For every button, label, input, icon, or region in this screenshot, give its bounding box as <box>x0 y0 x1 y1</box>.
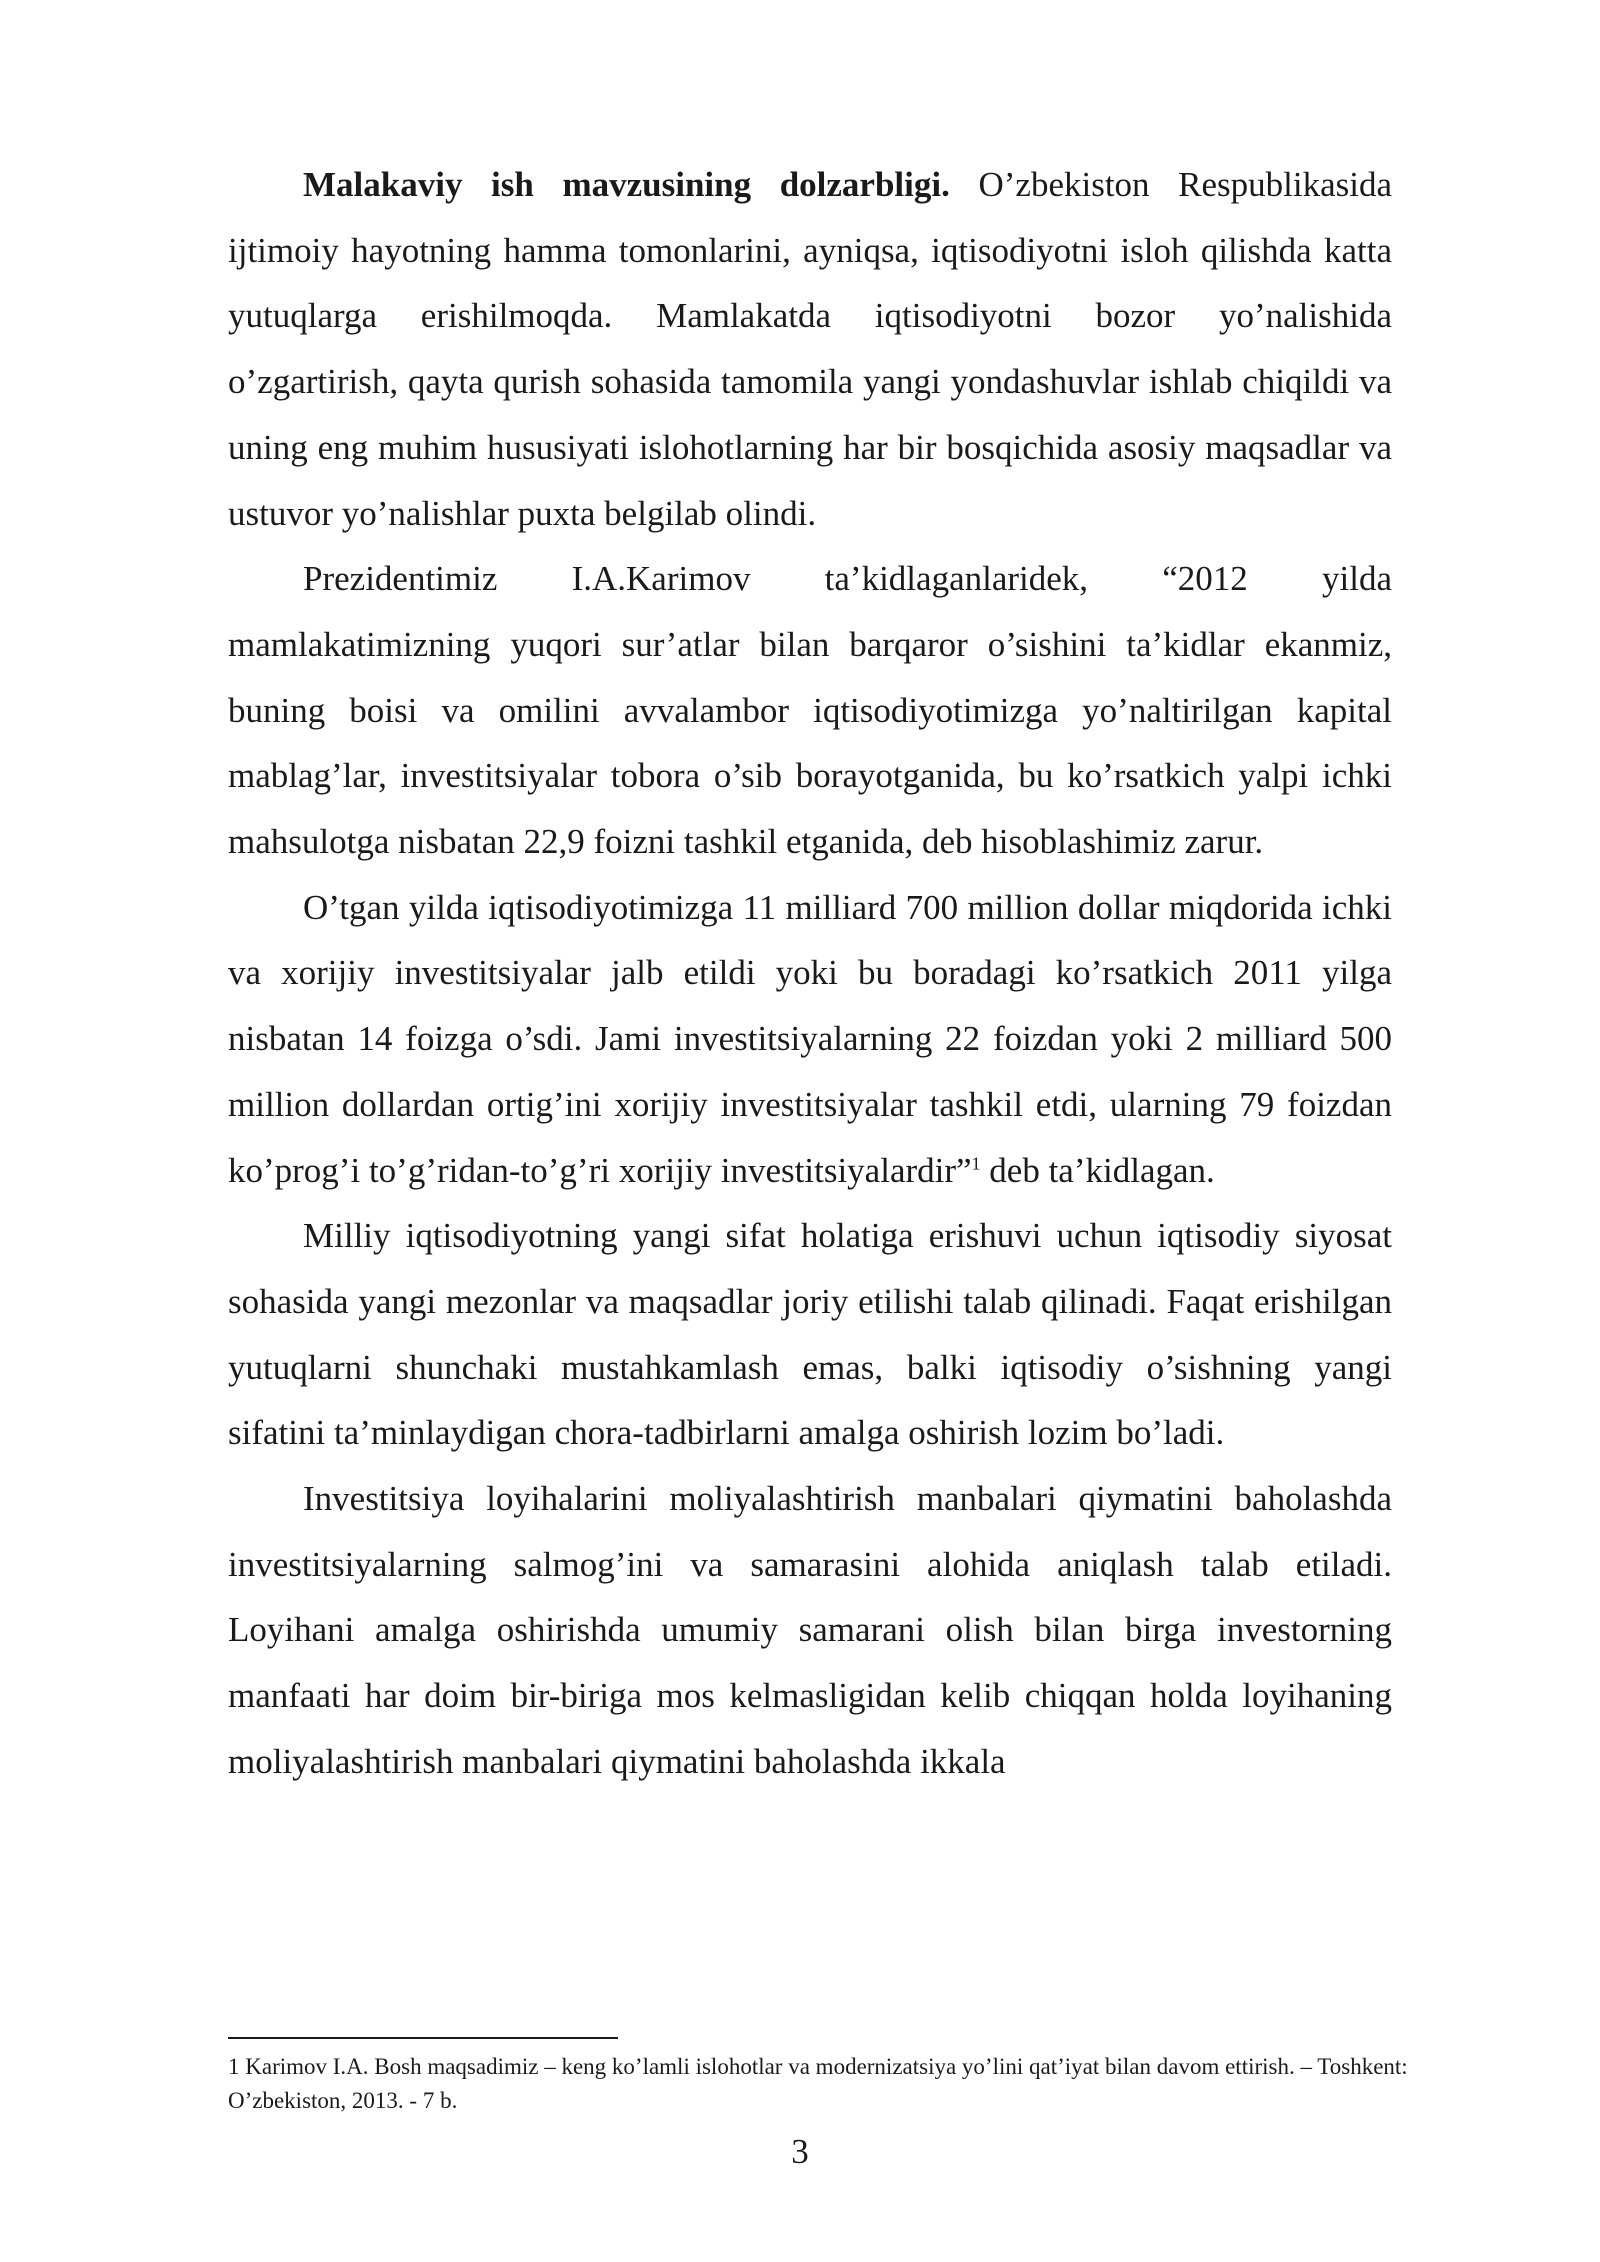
footnote-separator <box>228 2037 618 2039</box>
paragraph-national-economy <box>228 1203 1392 1466</box>
paragraph-text-continued: deb ta’kidlagan. <box>980 1150 1215 1190</box>
paragraph-text: O’tgan yilda iqtisodiyotimizga 11 milliard 700 million dollar miqdorida ichki va xorijiy investitsiyalar jalb etildi yoki bu boradagi ko’rsatkich 2011 yilga nisbatan 14 foizga o’sdi. Jami investitsiyalarning 22 foizdan yoki 2 milliard 500 million dollardan ortig’ini xorijiy investitsiyalar tashkil etdi, ularning 79 foizdan ko’prog’i to’g’ridan-to’g’ri xorijiy investitsiyalardir” <box>228 887 1392 1190</box>
paragraph-president-quote <box>228 546 1392 875</box>
footnote-text: Karimov I.A. Bosh maqsadimiz – keng ko’lamli islohotlar va modernizatsiya yo’lini qat’iyat bilan davom ettirish. – Toshkent: O’zbekiston, 2013. - 7 b. <box>228 2054 1408 2113</box>
footnote <box>228 2050 1528 2118</box>
footnote-reference[interactable]: 1 <box>971 1152 981 1173</box>
page-number: 3 <box>791 2132 809 2171</box>
paragraph-financing-sources <box>228 1466 1392 1795</box>
paragraph-text: Investitsiya loyihalarini moliyalashtirish manbalari qiymatini baholashda investitsiyalarning salmog’ini va samarasini alohida aniqlash talab etiladi. Loyihani amalga oshirishda umumiy samarani olish bilan birga investorning manfaati har doim bir-biriga mos kelmasligidan kelib chiqqan holda loyihaning moliyalashtirish manbalari qiymatini baholashda ikkala <box>228 1479 1392 1781</box>
paragraph-text: Prezidentimiz I.A.Karimov ta’kidlaganlaridek, “2012 yilda mamlakatimizning yuqori sur’atlar bilan barqaror o’sishini ta’kidlar ekanmiz, buning boisi va omilini avvalambor iqtisodiyotimizga yo’naltirilgan kapital mablag’lar, investitsiyalar tobora o’sib borayotganida, bu ko’rsatkich yalpi ichki mahsulotga nisbatan 22,9 foizni tashkil etganida, deb hisoblashimiz zarur. <box>228 559 1392 862</box>
paragraph-text: Milliy iqtisodiyotning yangi sifat holatiga erishuvi uchun iqtisodiy siyosat sohasida yangi mezonlar va maqsadlar joriy etilishi talab qilinadi. Faqat erishilgan yutuqlarni shunchaki mustahkamlash emas, balki iqtisodiy o’sishning yangi sifatini ta’minlaydigan chora-tadbirlarni amalga oshirish lozim bo’ladi. <box>228 1216 1392 1453</box>
paragraph-text: O’zbekiston Respublikasida ijtimoiy hayotning hamma tomonlarini, ayniqsa, iqtisodiyotni isloh qilishda katta yutuqlarga erishilmoqda. Mamlakatda iqtisodiyotni bozor yo’nalishida o’zgartirish, qayta qurish sohasida tamomila yangi yondashuvlar ishlab chiqildi va uning eng muhim hususiyati islohotlarning har bir bosqichida asosiy maqsadlar va ustuvor yo’nalishlar puxta belgilab olindi. <box>228 165 1393 533</box>
body-text <box>228 152 1392 1795</box>
paragraph-investments <box>228 875 1392 1204</box>
footnote-number: 1 <box>228 2054 240 2079</box>
section-lead-heading: Malakaviy ish mavzusining dolzarbligi. <box>303 165 950 204</box>
paragraph-relevance <box>228 152 1392 546</box>
